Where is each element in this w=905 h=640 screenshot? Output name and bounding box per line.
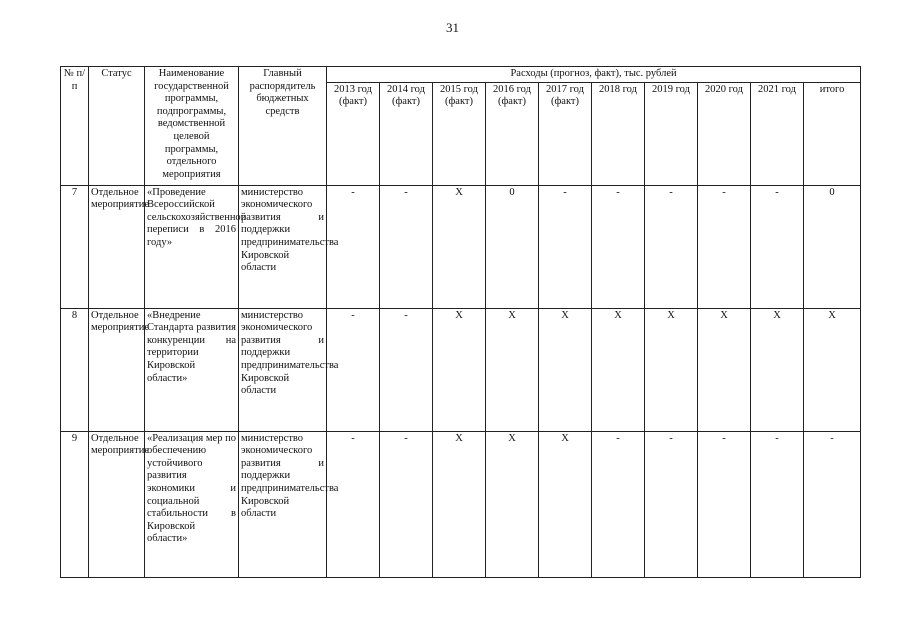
row-value: - (380, 185, 433, 308)
row-value: X (486, 308, 539, 431)
col-header-status: Статус (89, 67, 145, 186)
row-total: 0 (804, 185, 861, 308)
row-value: - (592, 185, 645, 308)
col-header-manager: Главный распорядитель бюджетных средств (239, 67, 327, 186)
page-number: 31 (446, 20, 459, 35)
budget-table (60, 66, 861, 578)
row-name: «Проведение Всероссийской сельскохозяйственной переписи в 2016 году» (145, 185, 239, 308)
row-value: X (751, 308, 804, 431)
year-header: 2013 год (факт) (327, 82, 380, 185)
row-value: - (327, 185, 380, 308)
row-manager: министерство экономического развития и поддержки предпринимательства Кировской области (239, 431, 327, 577)
row-value: - (592, 431, 645, 577)
row-status: Отдельное мероприятие (89, 185, 145, 308)
row-total: X (804, 308, 861, 431)
row-value: - (698, 185, 751, 308)
row-value: X (645, 308, 698, 431)
row-manager: министерство экономического развития и поддержки предпринимательства Кировской области (239, 185, 327, 308)
row-num: 9 (61, 431, 89, 577)
total-header: итого (804, 82, 861, 185)
row-name: «Внедрение Стандарта развития конкуренции на территории Кировской области» (145, 308, 239, 431)
row-value: - (645, 431, 698, 577)
year-header: 2020 год (698, 82, 751, 185)
year-header: 2018 год (592, 82, 645, 185)
year-header: 2016 год (факт) (486, 82, 539, 185)
row-value: - (698, 431, 751, 577)
row-value: - (327, 308, 380, 431)
year-header: 2014 год (факт) (380, 82, 433, 185)
row-num: 7 (61, 185, 89, 308)
row-num: 8 (61, 308, 89, 431)
col-header-name: Наименование государственной программы, подпрограммы, ведомственной целевой программы, отдельного мероприятия (145, 67, 239, 186)
row-value: - (380, 308, 433, 431)
row-value: - (380, 431, 433, 577)
row-value: X (486, 431, 539, 577)
row-value: - (751, 431, 804, 577)
row-value: X (592, 308, 645, 431)
col-header-expenses: Расходы (прогноз, факт), тыс. рублей (327, 67, 861, 83)
table-row (61, 308, 861, 431)
year-header: 2021 год (751, 82, 804, 185)
row-name: «Реализация мер по обеспечению устойчивого развития экономики и социальной стабильности в Кировской области» (145, 431, 239, 577)
row-value: X (698, 308, 751, 431)
row-manager: министерство экономического развития и поддержки предпринимательства Кировской области (239, 308, 327, 431)
year-header: 2017 год (факт) (539, 82, 592, 185)
row-status: Отдельное мероприятие (89, 308, 145, 431)
row-value: - (645, 185, 698, 308)
row-status: Отдельное мероприятие (89, 431, 145, 577)
header-row (61, 67, 861, 83)
col-header-num: № п/п (61, 67, 89, 186)
row-value: X (433, 431, 486, 577)
row-total: - (804, 431, 861, 577)
year-header: 2015 год (факт) (433, 82, 486, 185)
row-value: - (539, 185, 592, 308)
row-value: X (539, 431, 592, 577)
table-row (61, 431, 861, 577)
table-row (61, 185, 861, 308)
row-value: - (327, 431, 380, 577)
row-value: X (539, 308, 592, 431)
row-value: 0 (486, 185, 539, 308)
row-value: - (751, 185, 804, 308)
row-value: X (433, 308, 486, 431)
row-value: X (433, 185, 486, 308)
year-header: 2019 год (645, 82, 698, 185)
